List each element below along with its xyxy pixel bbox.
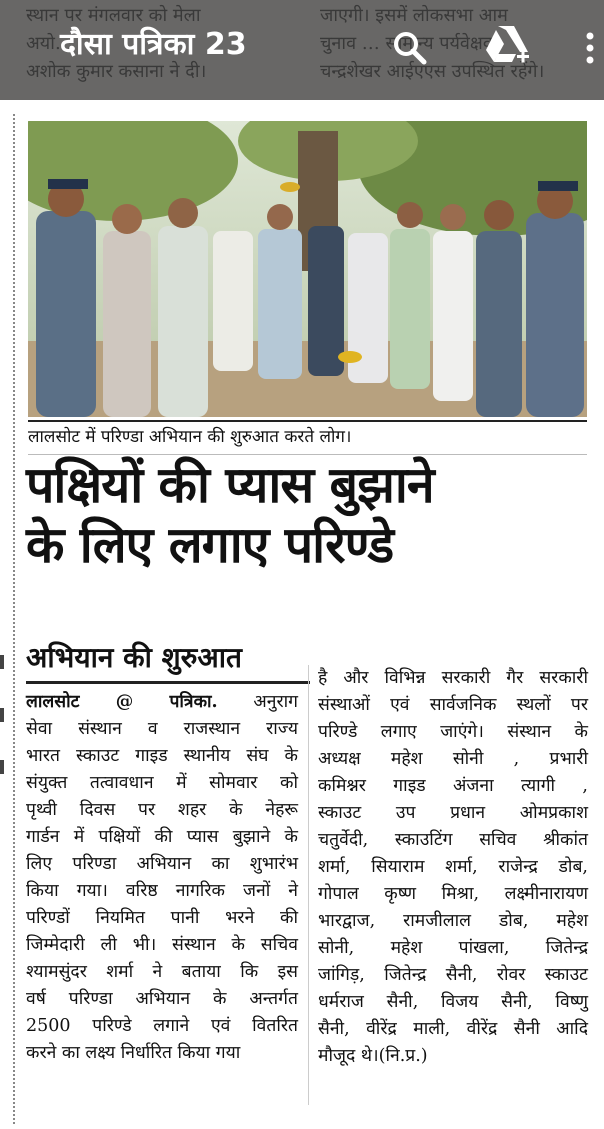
article-column-right [318,665,588,1070]
body-line: कमिश्नर गाइड अंजना त्यागी , [318,776,588,796]
body-line: चतुर्वेदी, स्काउटिंग सचिव श्रीकांत [318,830,588,850]
body-line: सैनी, वीरेंद्र माली, वीरेंद्र सैनी आदि [318,1019,588,1039]
margin-mark [0,708,4,722]
more-vert-icon[interactable] [580,28,600,68]
body-line: वर्ष परिण्डा अभियान के अन्तर्गत [26,989,298,1009]
body-line: 2500 परिण्डे लगाने एवं वितरित [26,1016,298,1036]
body-line: मौजूद थे।(नि.प्र.) [318,1046,428,1066]
column-divider [308,665,309,1105]
subheading-underline [26,681,310,684]
body-line: शर्मा, सियाराम शर्मा, राजेन्द्र डोब, [318,857,588,877]
body-line: परिण्डों नियमित पानी भरने की [26,908,298,928]
margin-mark [0,760,4,774]
body-line: जांगिड़, जितेन्द्र सैनी, रोवर स्काउट [318,965,588,985]
body-line [26,689,298,716]
news-photo [28,121,587,417]
photo-caption: लालसोट में परिण्डा अभियान की शुरुआत करते लोग। [28,427,352,447]
body-line: सोनी, महेश पांखला, जितेन्द्र [318,938,588,958]
headline-line: के लिए लगाए परिण्डे [26,516,394,574]
body-line: सेवा संस्थान व राजस्थान राज्य [26,719,298,739]
body-line: गार्डन में पक्षियों की प्यास बुझाने के [26,827,298,847]
document-title: दौसा पत्रिका 23 [60,27,247,62]
dateline: लालसोट @ पत्रिका. [26,692,218,712]
body-line: धर्मराज सैनी, विजय सैनी, विष्णु [318,992,588,1012]
body-line: अध्यक्ष महेश सोनी , प्रभारी [318,749,588,769]
search-icon[interactable] [390,28,430,68]
body-line: श्यामसुंदर शर्मा ने बताया कि इस [26,962,298,982]
body-line: भारद्वाज, रामजीलाल डोब, महेश [318,911,588,931]
google-drive-add-icon[interactable] [484,22,530,68]
subheading: अभियान की शुरुआत [26,641,242,674]
body-line: स्काउट उप प्रधान ओमप्रकाश [318,803,588,823]
margin-mark [0,655,4,669]
headline [26,455,596,575]
body-line: जिम्मेदारी ली भी। संस्थान के सचिव [26,935,298,955]
headline-line: पक्षियों की प्यास बुझाने [26,456,434,514]
body-line: भारत स्काउट गाइड स्थानीय संघ के [26,746,298,766]
article-column-left [26,689,298,1067]
body-line: संस्थाओं एवं सार्वजनिक स्थलों पर [318,695,588,715]
body-line: किया गया। वरिष्ठ नागरिक जनों ने [26,881,298,901]
body-line: संयुक्त तत्वावधान में सोमवार को [26,773,298,793]
body-line: पृथ्वी दिवस पर शहर के नेहरू [26,800,298,820]
body-line: गोपाल कृष्ण मिश्रा, लक्ष्मीनारायण [318,884,588,904]
body-line: करने का लक्ष्य निर्धारित किया गया [26,1043,241,1063]
body-line: परिण्डे लगाए जाएंगे। संस्थान के [318,722,588,742]
body-line: लिए परिण्डा अभियान का शुभारंभ [26,854,298,874]
column-rule [13,114,15,1124]
body-text: अनुराग [217,692,298,712]
app-bar [0,0,604,100]
photo-caption-bar [28,420,587,455]
body-line: है और विभिन्न सरकारी गैर सरकारी [318,668,588,688]
